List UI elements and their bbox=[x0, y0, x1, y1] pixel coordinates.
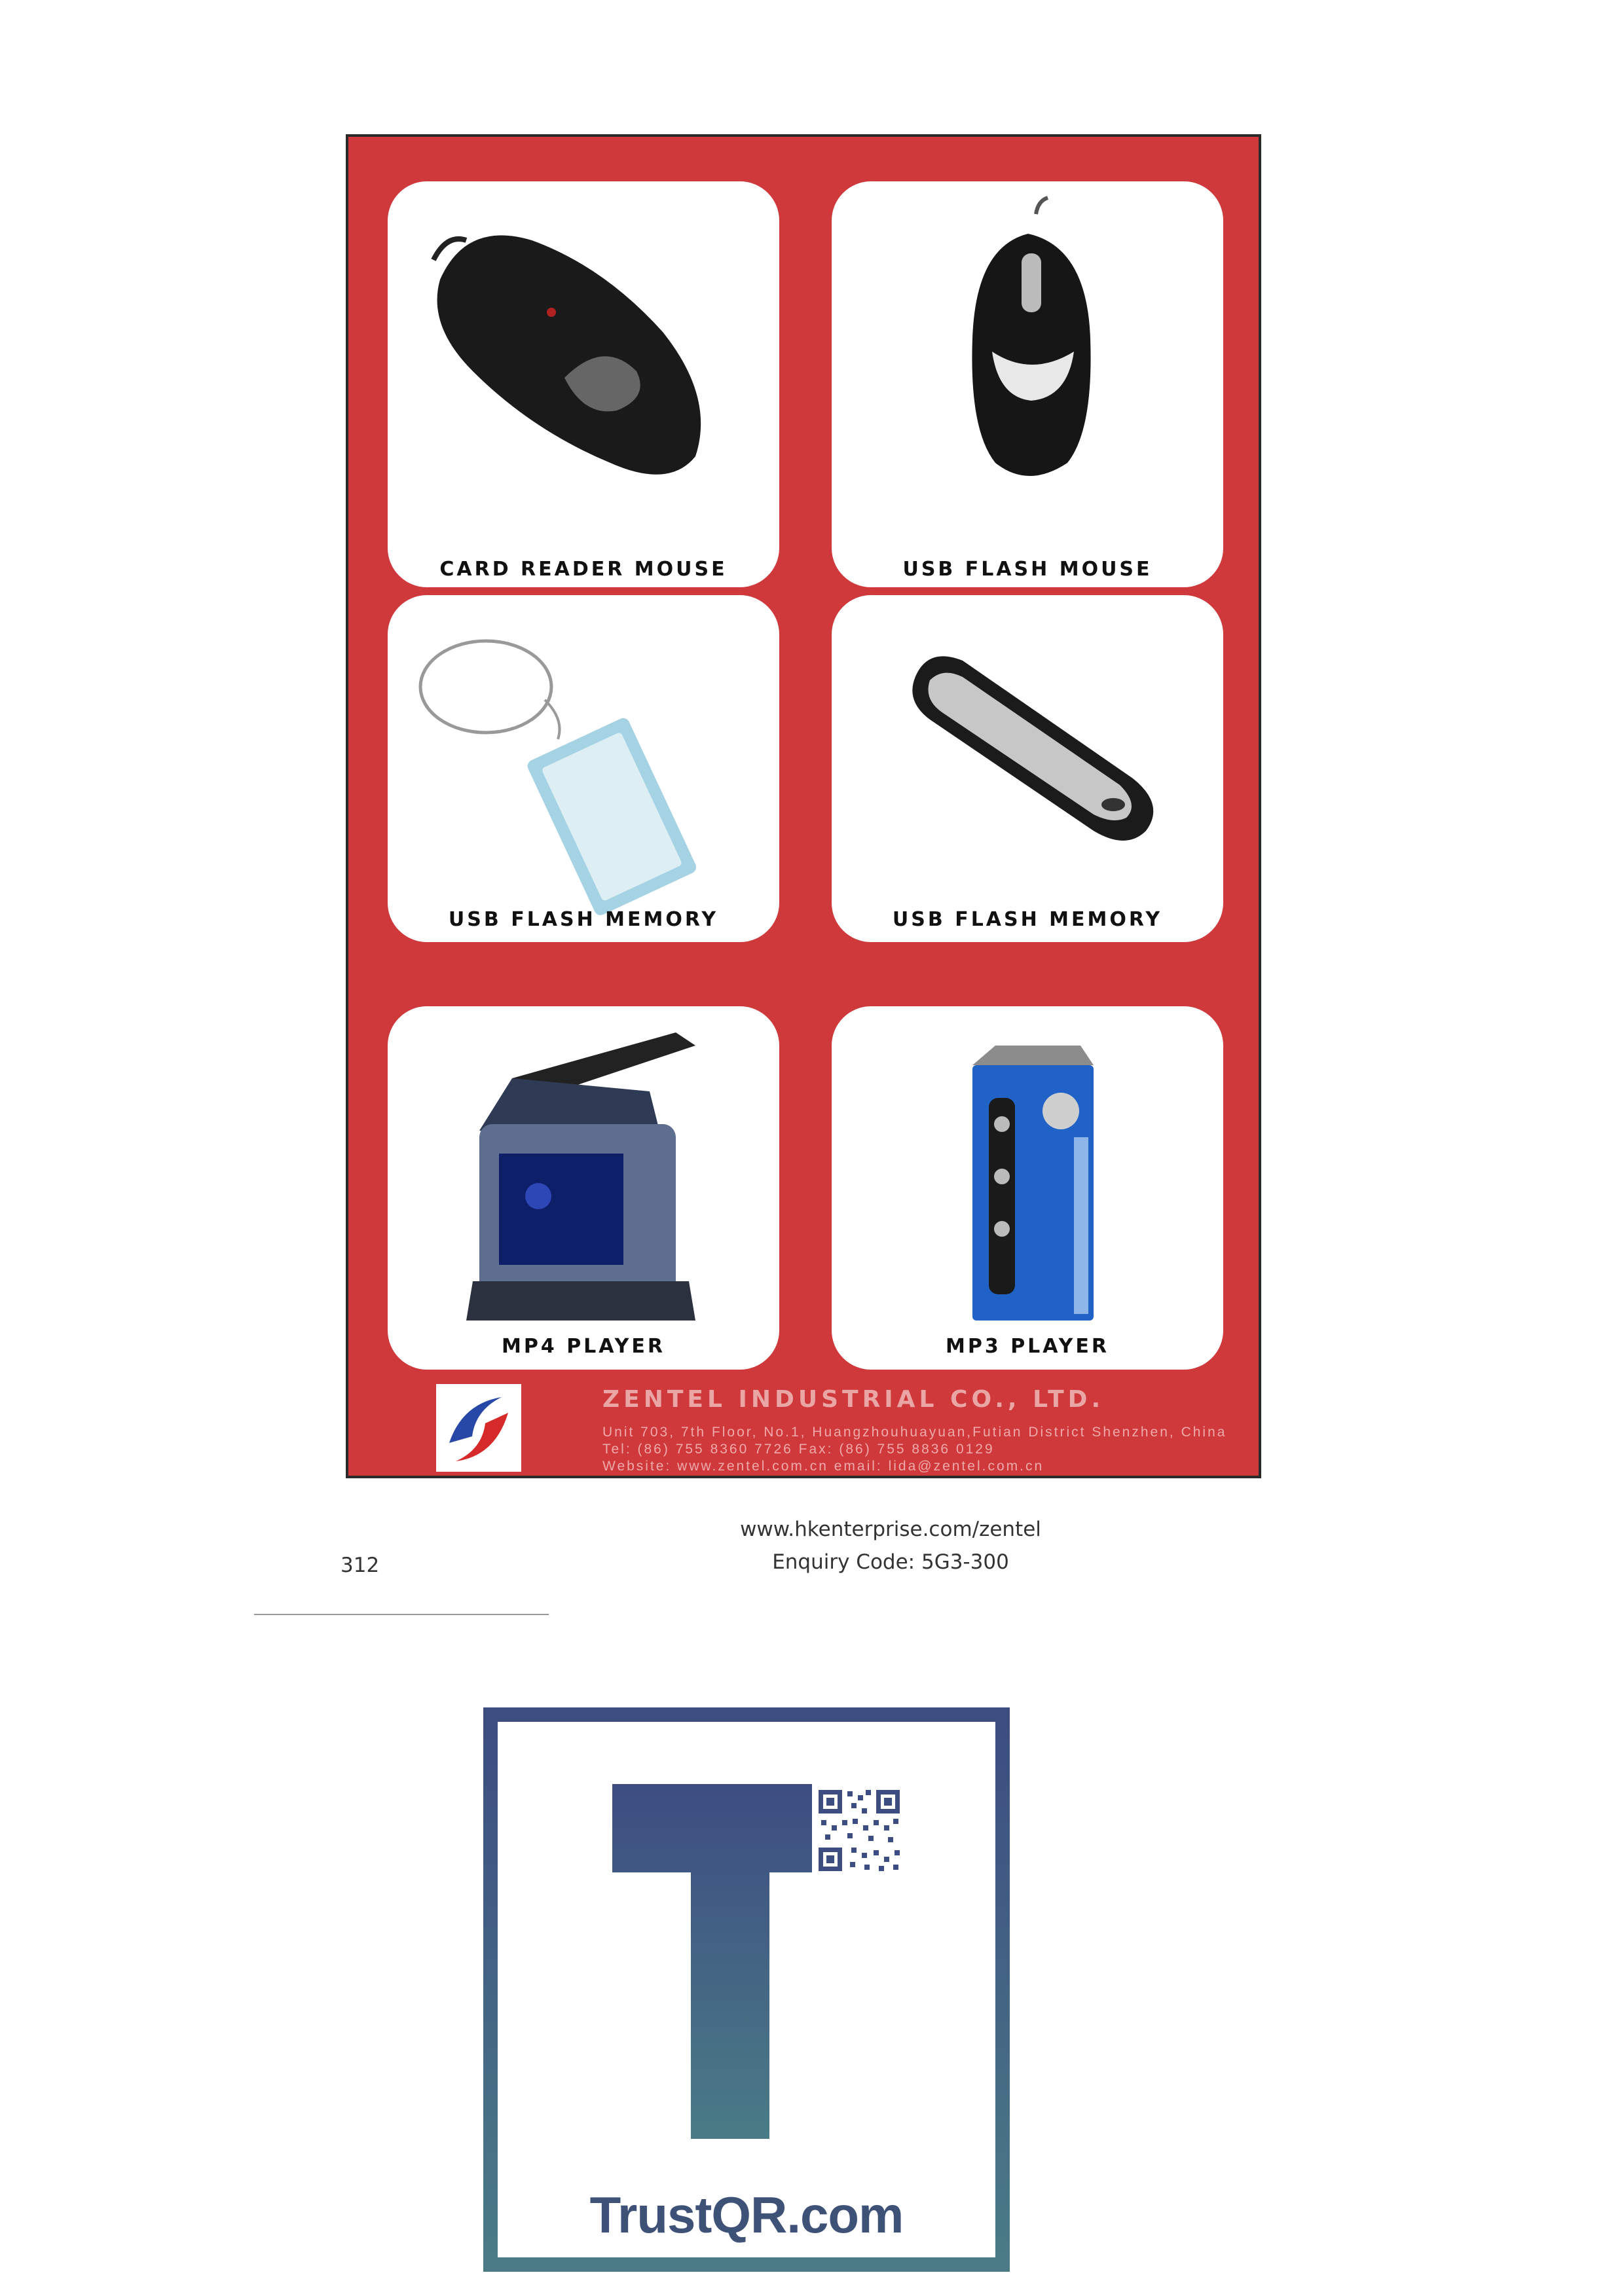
product-label: MP4 PLAYER bbox=[502, 1335, 665, 1358]
product-card-usb-stick-flash-memory bbox=[832, 595, 1223, 942]
product-label: USB FLASH MEMORY bbox=[892, 908, 1163, 931]
trustqr-badge bbox=[483, 1707, 1010, 2272]
company-website-email: Website: www.zentel.com.cn email: lida@zentel.com.cn bbox=[602, 1459, 1044, 1474]
footer-divider bbox=[254, 1614, 549, 1615]
advertisement-panel bbox=[346, 134, 1261, 1478]
usb-stick-flash-memory-image bbox=[832, 595, 1223, 942]
trustqr-text: TrustQR.com bbox=[589, 2186, 904, 2244]
product-card-mp4-player bbox=[388, 1006, 779, 1370]
qr-code-icon bbox=[817, 1789, 901, 1872]
page-number: 312 bbox=[341, 1554, 380, 1577]
product-label: USB FLASH MOUSE bbox=[902, 558, 1153, 581]
zentel-logo-icon bbox=[436, 1384, 521, 1472]
product-label: USB FLASH MEMORY bbox=[448, 908, 719, 931]
trustqr-logo-icon bbox=[498, 1722, 995, 2257]
mp3-player-image bbox=[832, 1006, 1223, 1370]
company-phone-fax: Tel: (86) 755 8360 7726 Fax: (86) 755 8836 0129 bbox=[602, 1442, 995, 1457]
enterprise-url: www.hkenterprise.com/zentel bbox=[740, 1518, 1041, 1541]
company-name: ZENTEL INDUSTRIAL CO., LTD. bbox=[602, 1386, 1105, 1413]
enquiry-code: Enquiry Code: 5G3-300 bbox=[772, 1550, 1009, 1574]
card-reader-mouse-image bbox=[388, 181, 779, 548]
usb-flash-mouse-image bbox=[832, 181, 1223, 548]
product-card-keyring-flash-memory bbox=[388, 595, 779, 942]
product-card-mp3-player bbox=[832, 1006, 1223, 1370]
product-card-card-reader-mouse bbox=[388, 181, 779, 587]
product-label: MP3 PLAYER bbox=[946, 1335, 1109, 1358]
keyring-usb-flash-memory-image bbox=[388, 595, 779, 942]
company-address: Unit 703, 7th Floor, No.1, Huangzhouhuayuan,Futian District Shenzhen, China bbox=[602, 1425, 1227, 1440]
mp4-player-image bbox=[388, 1006, 779, 1370]
product-label: CARD READER MOUSE bbox=[439, 558, 728, 581]
product-card-usb-flash-mouse bbox=[832, 181, 1223, 587]
